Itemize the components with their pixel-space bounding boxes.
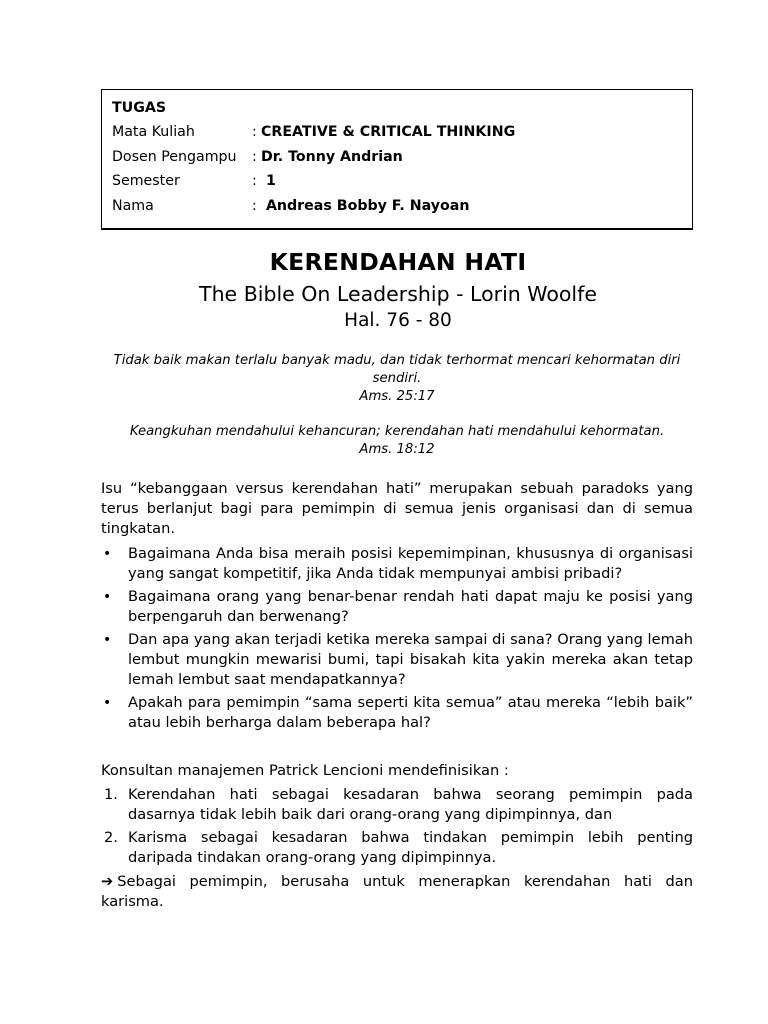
list-item-text: Dan apa yang akan terjadi ketika mereka sampai di sana? Orang yang lemah lembut mungkin mewarisi bumi, tapi bisakah kita yakin mereka akan tetap lemah lembut saat mendapatkannya?: [128, 631, 693, 688]
bullet-icon: •: [103, 695, 112, 711]
page-title: KERENDAHAN HATI: [269, 248, 527, 276]
list-item-text: Bagaimana Anda bisa meraih posisi kepemimpinan, khususnya di organisasi yang sangat kompetitif, jika Anda tidak mempunyai ambisi pribadi?: [128, 545, 693, 582]
page-subtitle: The Bible On Leadership - Lorin Woolfe: [199, 282, 597, 306]
bullet-icon: •: [103, 589, 112, 605]
info-label: Mata Kuliah: [112, 124, 195, 140]
list-item: [101, 544, 693, 584]
quote-reference: Ams. 18:12: [359, 442, 435, 457]
info-label: Nama: [112, 197, 154, 214]
assignment-info-box: [101, 89, 693, 230]
info-label: Dosen Pengampu: [112, 148, 237, 165]
list-item-text: Bagaimana orang yang benar-benar rendah hati dapat maju ke posisi yang berpengaruh dan berwenang?: [128, 588, 693, 625]
assignment-heading: TUGAS: [112, 100, 167, 116]
info-row-semester: [112, 169, 692, 194]
list-item: [101, 630, 693, 690]
info-value: Andreas Bobby F. Nayoan: [261, 197, 470, 214]
info-colon: :: [252, 124, 257, 140]
list-item-text: Apakah para pemimpin “sama seperti kita semua” atau mereka “lebih baik” atau lebih berharga dalam beberapa hal?: [128, 694, 693, 731]
quote-text: Tidak baik makan terlalu banyak madu, dan tidak terhormat mencari kehormatan diri sendiri.: [113, 353, 681, 386]
list-number: 1.: [104, 786, 118, 803]
bullet-icon: •: [103, 632, 112, 648]
consultant-line: Konsultan manajemen Patrick Lencioni mendefinisikan :: [101, 762, 509, 779]
info-row-course: [112, 120, 692, 145]
list-item: [101, 693, 693, 733]
quote-reference: Ams. 25:17: [359, 389, 435, 404]
conclusion-paragraph: [101, 872, 693, 912]
definition-list: [101, 785, 693, 871]
info-row-lecturer: [112, 145, 692, 170]
bullet-icon: •: [103, 546, 112, 562]
info-colon: :: [252, 197, 257, 214]
list-item: [101, 828, 693, 868]
page-range: Hal. 76 - 80: [344, 310, 452, 331]
info-value: CREATIVE & CRITICAL THINKING: [261, 124, 516, 140]
info-value: Dr. Tonny Andrian: [261, 148, 403, 165]
quote-block: [101, 352, 693, 406]
list-item-text: Karisma sebagai kesadaran bahwa tindakan pemimpin lebih penting daripada tindakan orang-orang yang dipimpinnya.: [128, 829, 693, 866]
list-item-text: Kerendahan hati sebagai kesadaran bahwa seorang pemimpin pada dasarnya tidak lebih baik dari orang-orang yang dipimpinnya, dan: [128, 786, 693, 823]
info-label: Semester: [112, 173, 180, 189]
question-list: [101, 544, 693, 736]
list-item: [101, 785, 693, 825]
info-colon: :: [252, 148, 257, 165]
arrow-right-icon: ➔: [101, 873, 114, 890]
quote-text: Keangkuhan mendahului kehancuran; kerendahan hati mendahului kehormatan.: [129, 424, 665, 439]
conclusion-text: Sebagai pemimpin, berusaha untuk menerapkan kerendahan hati dan karisma.: [101, 873, 693, 910]
list-number: 2.: [104, 829, 118, 846]
list-item: [101, 587, 693, 627]
info-colon: :: [252, 173, 257, 189]
info-value: 1: [261, 173, 276, 189]
info-row-name: [112, 194, 692, 219]
intro-paragraph: Isu “kebanggaan versus kerendahan hati” merupakan sebuah paradoks yang terus berlanjut bagi para pemimpin di semua jenis organisasi dan di semua tingkatan.: [101, 480, 693, 537]
quote-block: [101, 423, 693, 459]
